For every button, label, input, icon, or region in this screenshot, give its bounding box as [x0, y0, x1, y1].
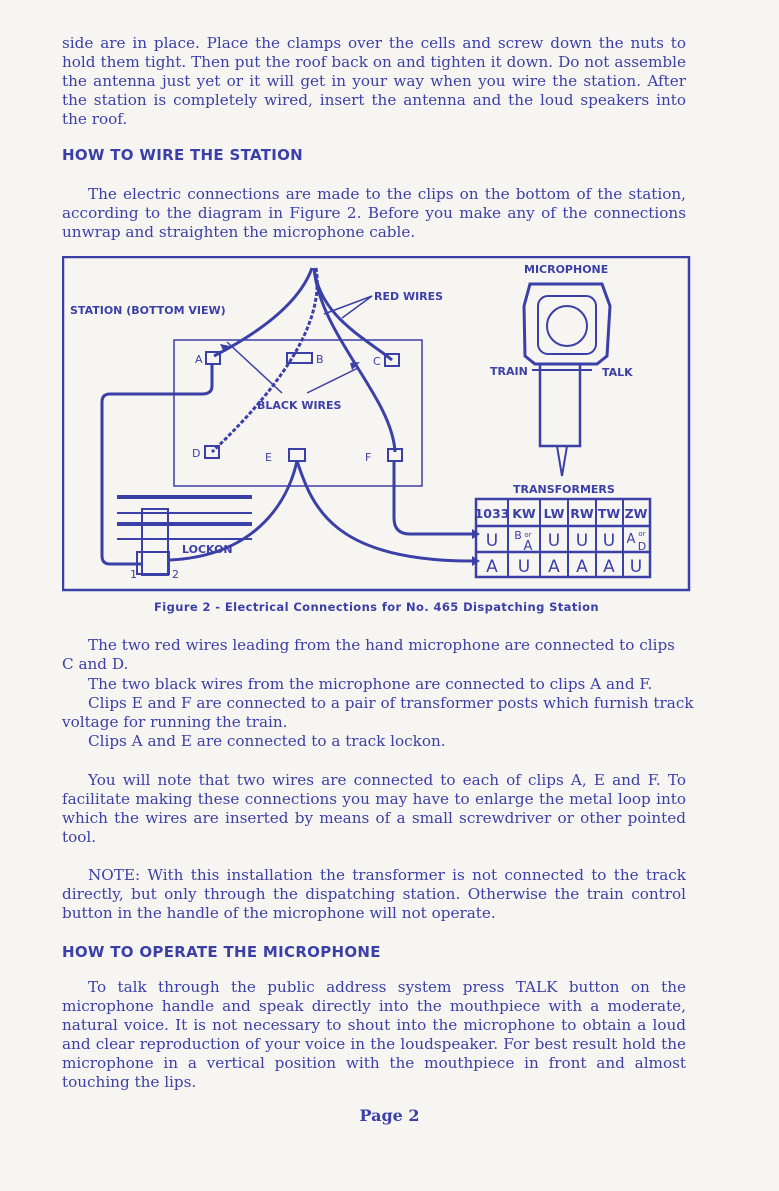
body-p6: NOTE: With this installation the transformer is not connected to the track directly, but only through the dispatching station. Otherwise the train control button in the handle of the microphone will not operate.	[62, 866, 686, 922]
label-red-wires: RED WIRES	[374, 290, 444, 303]
table-header: KW	[512, 506, 536, 521]
label-lockon-2: 2	[172, 568, 179, 581]
table-cell-kw-bottom: A	[523, 539, 533, 554]
figure-caption: Figure 2 - Electrical Connections for No. 465 Dispatching Station	[154, 600, 599, 614]
body-p4: Clips A and E are connected to a track lockon.	[88, 732, 446, 750]
wire-intro-paragraph: The electric connections are made to the clips on the bottom of the station, according to the diagram in Figure 2. Before you make any of the connections unwrap and straighten the microphone cable.	[62, 185, 686, 241]
microphone-handle	[540, 364, 580, 446]
label-clip-e: E	[265, 451, 272, 464]
label-clip-a: A	[195, 353, 203, 366]
table-cell: U	[517, 557, 531, 577]
label-clip-f: F	[365, 451, 372, 464]
lockon-body	[142, 509, 168, 575]
table-cell-kw-or: or	[524, 531, 532, 539]
table-cell: U	[575, 531, 589, 551]
table-cell: A	[548, 557, 560, 577]
wiring-diagram	[62, 256, 691, 592]
table-header: TW	[597, 506, 621, 521]
label-talk: TALK	[602, 366, 633, 379]
body-p3-line2: voltage for running the train.	[62, 713, 288, 731]
page-number: Page 2	[359, 1106, 420, 1125]
section-heading-wire: HOW TO WIRE THE STATION	[62, 146, 304, 164]
table-cell: U	[629, 557, 643, 577]
table-cell: A	[486, 557, 498, 577]
body-p1-line1: The two red wires leading from the hand microphone are connected to clips	[88, 636, 675, 654]
label-clip-b: B	[316, 353, 324, 366]
wiring-diagram-svg	[62, 256, 691, 592]
table-cell: U	[485, 531, 499, 551]
table-header: 1033	[474, 506, 510, 521]
label-clip-d: D	[192, 447, 201, 460]
label-train: TRAIN	[490, 365, 528, 378]
table-header: ZW	[624, 506, 648, 521]
table-cell-zw-bottom: D	[637, 540, 647, 553]
wire-a-lockon	[102, 364, 212, 564]
microphone-grille	[547, 306, 587, 346]
body-p1-line2: C and D.	[62, 655, 129, 673]
label-lockon-1: 1	[130, 568, 137, 581]
label-transformers: TRANSFORMERS	[513, 483, 615, 496]
table-cell-kw-top: B	[514, 529, 522, 542]
operate-paragraph: To talk through the public address system press TALK button on the microphone handle and speak directly into the mouthpiece with a moderate, natural voice. It is not necessary to shout into the microphone to obtain a loud and clear reproduction of your voice in the loudspeaker. For best result hold the microphone in a vertical position with the mouthpiece in front and almost touching the lips.	[62, 978, 686, 1091]
table-cell: U	[547, 531, 561, 551]
body-p5: You will note that two wires are connected to each of clips A, E and F. To facilitate making these connections you may have to enlarge the metal loop into which the wires are inserted by means of a small screwdriver or other pointed tool.	[62, 771, 686, 846]
table-header: LW	[543, 506, 565, 521]
body-p3-line1: Clips E and F are connected to a pair of transformer posts which furnish track	[88, 694, 694, 712]
intro-paragraph: side are in place. Place the clamps over the cells and screw down the nuts to hold them tight. Then put the roof back on and tighten it down. Do not assemble the antenna just yet or it will get in your way when you wire the station. After the station is completely wired, insert the antenna and the loud speakers into the roof.	[62, 34, 686, 128]
wire-f-transformer	[394, 461, 472, 534]
table-header: RW	[570, 506, 594, 521]
label-black-wires: BLACK WIRES	[257, 399, 342, 412]
table-cell-zw-or: or	[638, 530, 646, 538]
label-lockon: LOCKON	[182, 543, 233, 556]
label-station: STATION (BOTTOM VIEW)	[70, 304, 226, 317]
section-heading-operate: HOW TO OPERATE THE MICROPHONE	[62, 943, 381, 961]
body-p2: The two black wires from the microphone are connected to clips A and F.	[88, 675, 653, 693]
wire-e-transformer	[297, 461, 472, 561]
table-cell: A	[603, 557, 615, 577]
clip-e-box	[289, 449, 305, 461]
table-cell: U	[602, 531, 616, 551]
label-clip-c: C	[373, 355, 381, 368]
table-cell: A	[576, 557, 588, 577]
label-microphone: MICROPHONE	[524, 263, 609, 276]
table-cell-zw-top: A	[626, 532, 636, 547]
